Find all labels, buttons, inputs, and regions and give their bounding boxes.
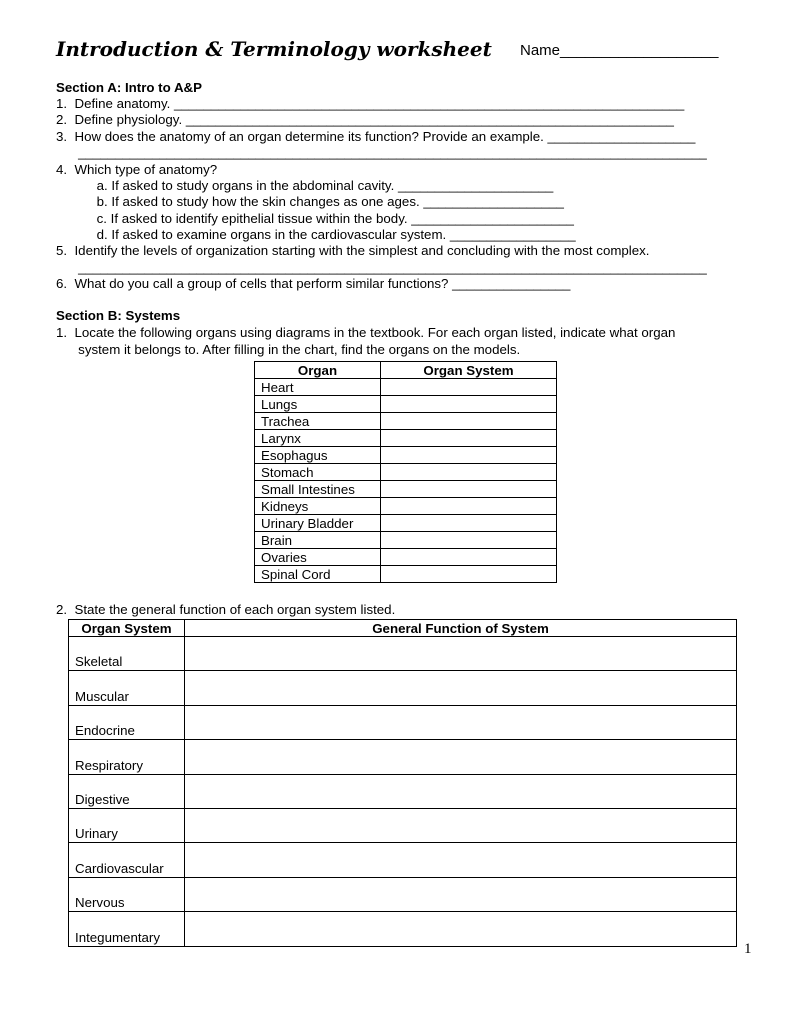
section-a-heading: Section A: Intro to A&P — [56, 80, 203, 95]
organ-name-cell: Esophagus — [255, 447, 381, 464]
table-row — [69, 705, 737, 739]
table-row — [255, 413, 557, 430]
general-function-answer-cell[interactable] — [185, 843, 737, 877]
section-a-line: 2. Define physiology. __________________________________________________________________ — [56, 112, 674, 127]
organ-system-answer-cell[interactable] — [381, 396, 557, 413]
organ-table — [254, 361, 557, 583]
organ-system-answer-cell[interactable] — [381, 515, 557, 532]
organ-system-answer-cell[interactable] — [381, 447, 557, 464]
general-function-answer-cell[interactable] — [185, 912, 737, 946]
organ-name-cell: Spinal Cord — [255, 566, 381, 583]
general-function-answer-cell[interactable] — [185, 774, 737, 808]
organ-system-column-header: Organ System — [381, 362, 557, 379]
table-row — [69, 671, 737, 705]
table-row — [255, 566, 557, 583]
table-row — [255, 447, 557, 464]
organ-name-cell: Larynx — [255, 430, 381, 447]
general-function-answer-cell[interactable] — [185, 705, 737, 739]
table-row — [255, 396, 557, 413]
table-row — [255, 481, 557, 498]
organ-name-cell: Small Intestines — [255, 481, 381, 498]
section-a-line: 5. Identify the levels of organization starting with the simplest and concluding with the most complex. — [56, 243, 650, 258]
table-row — [69, 774, 737, 808]
section-b-q2: 2. State the general function of each organ system listed. — [56, 602, 396, 617]
organ-column-header: Organ — [255, 362, 381, 379]
general-function-answer-cell[interactable] — [185, 740, 737, 774]
organ-system-answer-cell[interactable] — [381, 379, 557, 396]
name-field[interactable]: Name___________________ — [520, 42, 719, 59]
table-row — [255, 430, 557, 447]
table-row — [255, 549, 557, 566]
section-a-line: 4. Which type of anatomy? — [56, 162, 218, 177]
organ-name-cell: Stomach — [255, 464, 381, 481]
table-row — [69, 877, 737, 911]
organ-system-cell: Muscular — [69, 671, 185, 705]
organ-system-answer-cell[interactable] — [381, 532, 557, 549]
section-a-line: d. If asked to examine organs in the cardiovascular system. _________________ — [56, 227, 576, 242]
page-number: 1 — [744, 941, 752, 957]
organ-name-cell: Trachea — [255, 413, 381, 430]
general-function-answer-cell[interactable] — [185, 637, 737, 671]
section-a-line: 3. How does the anatomy of an organ determine its function? Provide an example. ____________________ — [56, 129, 696, 144]
general-function-header: General Function of System — [185, 620, 737, 637]
organ-system-cell: Nervous — [69, 877, 185, 911]
general-function-answer-cell[interactable] — [185, 877, 737, 911]
section-a-line: _____________________________________________________________________________________ — [56, 145, 707, 160]
section-a-line: 1. Define anatomy. _____________________________________________________________________ — [56, 96, 685, 111]
section-b-heading: Section B: Systems — [56, 308, 181, 323]
general-function-answer-cell[interactable] — [185, 808, 737, 842]
section-b-q1-line1: 1. Locate the following organs using diagrams in the textbook. For each organ listed, indicate what organ — [56, 325, 676, 340]
section-a-line: a. If asked to study organs in the abdominal cavity. _____________________ — [56, 178, 554, 193]
section-a-line: b. If asked to study how the skin changes as one ages. ___________________ — [56, 194, 564, 209]
organ-system-cell: Cardiovascular — [69, 843, 185, 877]
organ-system-cell: Digestive — [69, 774, 185, 808]
organ-system-answer-cell[interactable] — [381, 549, 557, 566]
general-function-answer-cell[interactable] — [185, 671, 737, 705]
organ-system-answer-cell[interactable] — [381, 464, 557, 481]
organ-system-answer-cell[interactable] — [381, 481, 557, 498]
system-function-table — [68, 619, 737, 947]
organ-name-cell: Kidneys — [255, 498, 381, 515]
table-row — [69, 843, 737, 877]
section-a-line: c. If asked to identify epithelial tissue within the body. ______________________ — [56, 211, 574, 226]
organ-system-answer-cell[interactable] — [381, 566, 557, 583]
table-row — [69, 740, 737, 774]
organ-system-answer-cell[interactable] — [381, 413, 557, 430]
table-row — [255, 532, 557, 549]
table-row — [255, 498, 557, 515]
section-a-line: _____________________________________________________________________________________ — [56, 260, 707, 275]
organ-system-answer-cell[interactable] — [381, 430, 557, 447]
worksheet-title: Introduction & Terminology worksheet — [56, 37, 492, 61]
table-row — [255, 515, 557, 532]
table-row — [255, 464, 557, 481]
organ-name-cell: Brain — [255, 532, 381, 549]
organ-system-cell: Urinary — [69, 808, 185, 842]
organ-name-cell: Ovaries — [255, 549, 381, 566]
table-row — [69, 637, 737, 671]
organ-system-header: Organ System — [69, 620, 185, 637]
organ-system-cell: Respiratory — [69, 740, 185, 774]
organ-system-answer-cell[interactable] — [381, 498, 557, 515]
section-a-line: 6. What do you call a group of cells that perform similar functions? ________________ — [56, 276, 571, 291]
organ-system-cell: Skeletal — [69, 637, 185, 671]
organ-system-cell: Integumentary — [69, 912, 185, 946]
organ-name-cell: Lungs — [255, 396, 381, 413]
organ-name-cell: Heart — [255, 379, 381, 396]
table-row — [255, 379, 557, 396]
table-row — [69, 912, 737, 946]
table-row — [69, 808, 737, 842]
organ-system-cell: Endocrine — [69, 705, 185, 739]
organ-name-cell: Urinary Bladder — [255, 515, 381, 532]
section-b-q1-line2: system it belongs to. After filling in the chart, find the organs on the models. — [56, 342, 521, 357]
